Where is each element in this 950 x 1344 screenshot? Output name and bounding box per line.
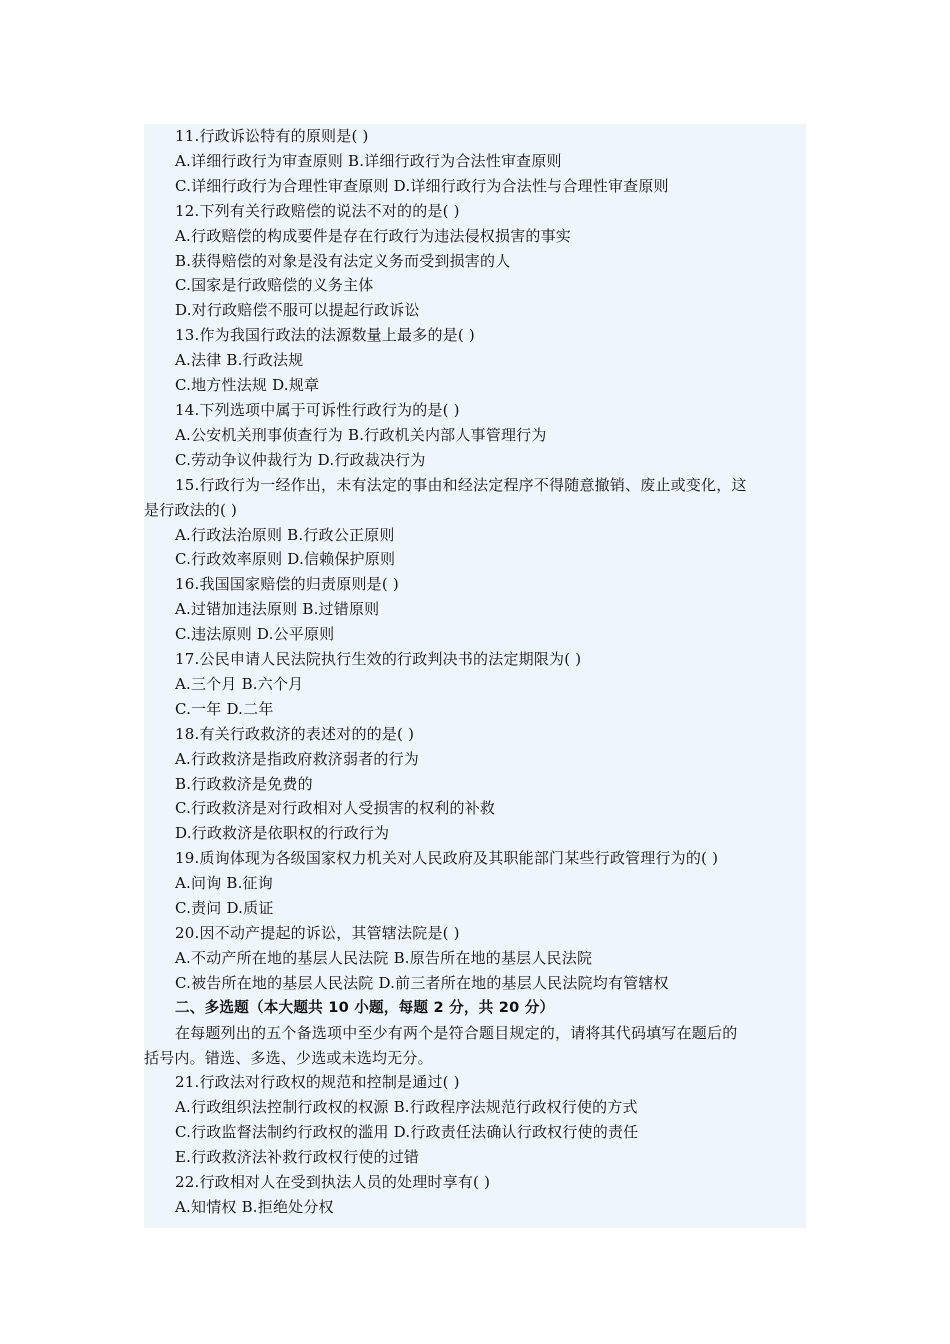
paragraph-line: 15.行政行为一经作出，未有法定的事由和经法定程序不得随意撤销、废止或变化，这 — [175, 475, 747, 494]
option-line: A.过错加违法原则 B.过错原则 — [175, 600, 380, 619]
question-line: 16.我国国家赔偿的归责原则是( ) — [175, 575, 399, 594]
question-line: 13.作为我国行政法的法源数量上最多的是( ) — [175, 326, 475, 345]
option-line: C.被告所在地的基层人民法院 D.前三者所在地的基层人民法院均有管辖权 — [175, 973, 669, 992]
question-line: 17.公民申请人民法院执行生效的行政判决书的法定期限为( ) — [175, 650, 582, 669]
option-line: D.对行政赔偿不服可以提起行政诉讼 — [175, 301, 420, 320]
option-line: C.责问 D.质证 — [175, 899, 274, 918]
option-line: C.国家是行政赔偿的义务主体 — [175, 276, 374, 295]
option-line: A.法律 B.行政法规 — [175, 351, 304, 370]
option-line: C.违法原则 D.公平原则 — [175, 625, 335, 644]
option-line: A.三个月 B.六个月 — [175, 674, 304, 693]
question-line: 14.下列选项中属于可诉性行政行为的是( ) — [175, 400, 460, 419]
paragraph-line: 括号内。错选、多选、少选或未选均无分。 — [144, 1048, 433, 1067]
option-line: B.行政救济是免费的 — [175, 774, 313, 793]
option-line: A.问询 B.征询 — [175, 874, 273, 893]
option-line: A.公安机关刑事侦查行为 B.行政机关内部人事管理行为 — [175, 425, 547, 444]
question-line: 11.行政诉讼特有的原则是( ) — [175, 127, 369, 145]
option-line: A.知情权 B.拒绝处分权 — [175, 1197, 334, 1216]
option-line: C.劳动争议仲裁行为 D.行政裁决行为 — [175, 450, 426, 469]
option-line: A.不动产所在地的基层人民法院 B.原告所在地的基层人民法院 — [175, 948, 593, 967]
option-line: C.一年 D.二年 — [175, 699, 274, 718]
option-line: D.行政救济是依职权的行政行为 — [175, 824, 390, 843]
option-line: C.地方性法规 D.规章 — [175, 376, 320, 395]
question-line: 22.行政相对人在受到执法人员的处理时享有( ) — [175, 1173, 491, 1192]
option-line: C.行政监督法制约行政权的滥用 D.行政责任法确认行政权行使的责任 — [175, 1123, 639, 1142]
option-line: C.行政效率原则 D.信赖保护原则 — [175, 550, 396, 569]
question-line: 18.有关行政救济的表述对的的是( ) — [175, 724, 415, 743]
option-line: A.行政救济是指政府救济弱者的行为 — [175, 749, 420, 768]
exam-text-block — [144, 124, 806, 1228]
question-line: 21.行政法对行政权的规范和控制是通过( ) — [175, 1073, 460, 1092]
paragraph-line: 是行政法的( ) — [144, 500, 238, 519]
option-line: C.详细行政行为合理性审查原则 D.详细行政行为合法性与合理性审查原则 — [175, 176, 669, 195]
section-heading: 二、多选题（本大题共 10 小题，每题 2 分，共 20 分） — [175, 998, 555, 1016]
option-line: B.获得赔偿的对象是没有法定义务而受到损害的人 — [175, 251, 511, 270]
option-line: C.行政救济是对行政相对人受损害的权利的补救 — [175, 799, 496, 818]
option-line: A.详细行政行为审查原则 B.详细行政行为合法性审查原则 — [175, 151, 562, 170]
option-line: A.行政赔偿的构成要件是存在行政行为违法侵权损害的事实 — [175, 226, 572, 245]
question-line: 12.下列有关行政赔偿的说法不对的的是( ) — [175, 201, 460, 220]
question-line: 20.因不动产提起的诉讼，其管辖法院是( ) — [175, 924, 460, 942]
option-line: A.行政组织法控制行政权的权源 B.行政程序法规范行政权行使的方式 — [175, 1098, 638, 1117]
question-line: 19.质询体现为各级国家权力机关对人民政府及其职能部门某些行政管理行为的( ) — [175, 849, 719, 868]
option-line: A.行政法治原则 B.行政公正原则 — [175, 525, 395, 544]
option-line: E.行政救济法补救行政权行使的过错 — [175, 1148, 420, 1167]
paragraph-line: 在每题列出的五个备选项中至少有两个是符合题目规定的，请将其代码填写在题后的 — [175, 1023, 738, 1042]
